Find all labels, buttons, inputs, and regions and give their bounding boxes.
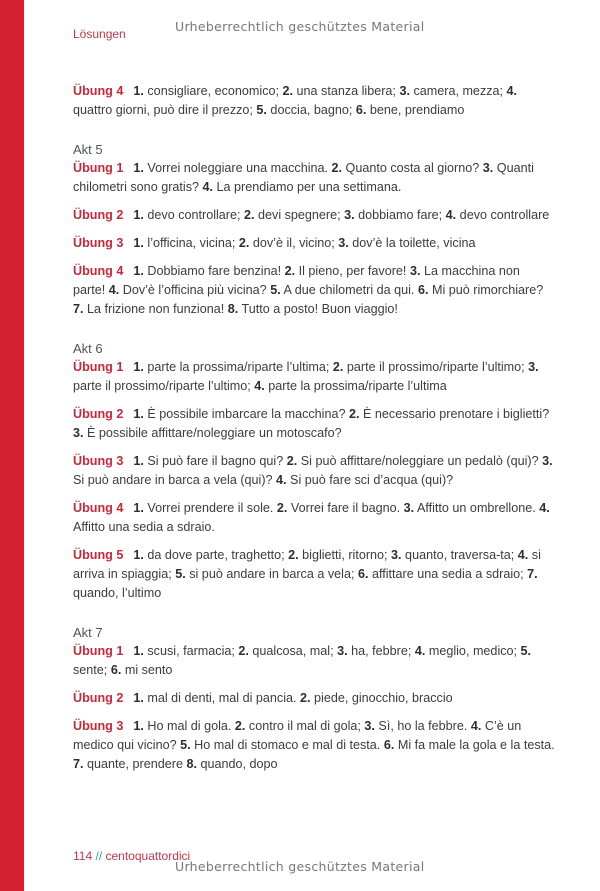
answer-text: meglio, medico; bbox=[425, 644, 521, 658]
answer-text: Il pieno, per favore! bbox=[295, 264, 410, 278]
answer-number: 6. bbox=[383, 738, 395, 752]
answer-number: 5. bbox=[175, 567, 186, 581]
answer-number: 5. bbox=[520, 644, 532, 658]
answer-text: Mi può rimorchiare? bbox=[428, 283, 544, 297]
answer-number: 3. bbox=[391, 548, 402, 562]
answer-text: qualcosa, mal; bbox=[248, 644, 338, 658]
answer-number: 6. bbox=[110, 663, 122, 677]
answer-number: 1. bbox=[133, 236, 144, 250]
answer-text: l’officina, vicina; bbox=[143, 236, 239, 250]
answer-number: 3. bbox=[399, 84, 410, 98]
answer-number: 1. bbox=[133, 454, 144, 468]
answer-text: si arriva in spiaggia; bbox=[73, 548, 541, 581]
answer-number: 4. bbox=[517, 548, 529, 562]
exercise-label: Übung 3 bbox=[73, 454, 124, 468]
answer-text: A due chilometri da qui. bbox=[280, 283, 418, 297]
answer-number: 2. bbox=[348, 407, 360, 421]
answer-text: bene, prendiamo bbox=[366, 103, 465, 117]
answer-text: scusi, farmacia; bbox=[143, 644, 239, 658]
answer-text: Vorrei prendere il sole. bbox=[143, 501, 277, 515]
answer-number: 2. bbox=[332, 360, 344, 374]
exercise-answers bbox=[73, 546, 555, 603]
exercise-answers bbox=[73, 642, 555, 680]
exercise-answers bbox=[73, 499, 555, 537]
answer-number: 7. bbox=[73, 302, 84, 316]
answer-text: parte la prossima/riparte l’ultima bbox=[264, 379, 447, 393]
answer-text: C’è un medico qui vicino? bbox=[73, 719, 522, 752]
exercise-label: Übung 3 bbox=[73, 236, 124, 250]
answer-number: 2. bbox=[288, 548, 299, 562]
answer-number: 1. bbox=[133, 719, 144, 733]
answer-text: si può andare in barca a vela; bbox=[185, 567, 358, 581]
exercise-label: Übung 1 bbox=[73, 360, 124, 374]
answer-text: mal di denti, mal di pancia. bbox=[143, 691, 300, 705]
act-heading: Akt 5 bbox=[73, 142, 103, 157]
answer-number: 2. bbox=[282, 84, 294, 98]
answer-number: 4. bbox=[445, 208, 457, 222]
answer-number: 1. bbox=[133, 161, 144, 175]
answer-number: 3. bbox=[528, 360, 539, 374]
red-margin-bar bbox=[0, 0, 24, 891]
answer-text: Quanti chilometri sono gratis? bbox=[73, 161, 534, 194]
answer-number: 5. bbox=[256, 103, 267, 117]
answer-text: Mi fa male la gola e la testa. bbox=[394, 738, 555, 752]
answer-text: biglietti, ritorno; bbox=[298, 548, 392, 562]
exercise-answers bbox=[73, 159, 555, 197]
answer-text: devo controllare bbox=[456, 208, 550, 222]
answer-number: 2. bbox=[276, 501, 288, 515]
answer-number: 1. bbox=[133, 264, 144, 278]
answer-number: 2. bbox=[286, 454, 298, 468]
answer-text: È possibile affittare/noleggiare un motoscafo? bbox=[83, 426, 342, 440]
exercise-answers bbox=[73, 262, 555, 319]
answer-text: È necessario prenotare i biglietti? bbox=[359, 407, 550, 421]
answer-number: 2. bbox=[331, 161, 343, 175]
page-footer bbox=[73, 849, 190, 863]
exercise-answers bbox=[73, 717, 555, 774]
answer-text: Ho mal di stomaco e mal di testa. bbox=[190, 738, 384, 752]
answer-text: sente; bbox=[73, 663, 111, 677]
answer-text: doccia, bagno; bbox=[266, 103, 356, 117]
exercise-label: Übung 4 bbox=[73, 264, 124, 278]
answer-number: 4. bbox=[506, 84, 518, 98]
answer-text: dov’è il, vicino; bbox=[249, 236, 339, 250]
answer-number: 1. bbox=[133, 208, 144, 222]
answer-number: 6. bbox=[355, 103, 367, 117]
answer-number: 6. bbox=[417, 283, 429, 297]
answer-text: Si può andare in barca a vela (qui)? bbox=[73, 473, 277, 487]
answer-text: devo controllare; bbox=[143, 208, 244, 222]
answer-text: È possibile imbarcare la macchina? bbox=[143, 407, 349, 421]
answer-number: 3. bbox=[344, 208, 355, 222]
answer-number: 2. bbox=[234, 719, 246, 733]
answer-text: La macchina non parte! bbox=[73, 264, 520, 297]
answer-text: consigliare, economico; bbox=[143, 84, 283, 98]
answer-text: La prendiamo per una settimana. bbox=[213, 180, 402, 194]
exercise-label: Übung 1 bbox=[73, 644, 124, 658]
answer-number: 3. bbox=[409, 264, 421, 278]
answer-number: 1. bbox=[133, 691, 144, 705]
answer-text: quando, dopo bbox=[196, 757, 278, 771]
answer-number: 1. bbox=[133, 360, 144, 374]
answer-text: quante, prendere bbox=[83, 757, 187, 771]
answer-number: 4. bbox=[254, 379, 265, 393]
exercise-answers bbox=[73, 689, 555, 708]
answer-number: 4. bbox=[276, 473, 287, 487]
answer-text: parte il prossimo/riparte l’ultimo; bbox=[73, 379, 255, 393]
answer-text: mi sento bbox=[121, 663, 173, 677]
answer-number: 2. bbox=[300, 691, 311, 705]
answer-text: contro il mal di gola; bbox=[245, 719, 365, 733]
answer-text: piede, ginocchio, braccio bbox=[310, 691, 453, 705]
answer-text: da dove parte, traghetto; bbox=[143, 548, 289, 562]
answer-number: 1. bbox=[133, 407, 144, 421]
answer-text: dov’è la toilette, vicina bbox=[348, 236, 476, 250]
answer-number: 4. bbox=[414, 644, 426, 658]
solutions-content bbox=[73, 82, 555, 783]
answer-number: 4. bbox=[539, 501, 550, 515]
answer-number: 7. bbox=[73, 757, 84, 771]
answer-text: Si può affittare/noleggiare un pedalò (qui)? bbox=[297, 454, 543, 468]
exercise-label: Übung 4 bbox=[73, 501, 124, 515]
exercise-label: Übung 1 bbox=[73, 161, 124, 175]
answer-number: 2. bbox=[244, 208, 255, 222]
answer-text: Affitto una sedia a sdraio. bbox=[73, 520, 215, 534]
answer-text: affittare una sedia a sdraio; bbox=[368, 567, 528, 581]
answer-text: quattro giorni, può dire il prezzo; bbox=[73, 103, 257, 117]
watermark-bottom: Urheberrechtlich geschütztes Material bbox=[175, 859, 425, 874]
answer-text: ha, febbre; bbox=[347, 644, 415, 658]
answer-number: 5. bbox=[180, 738, 191, 752]
answer-text: Quanto costa al giorno? bbox=[342, 161, 483, 175]
answer-number: 4. bbox=[202, 180, 214, 194]
section-label: Lösungen bbox=[73, 27, 126, 41]
answer-text: quanto, traversa-ta; bbox=[401, 548, 518, 562]
answer-text: dobbiamo fare; bbox=[354, 208, 446, 222]
answer-number: 3. bbox=[542, 454, 553, 468]
exercise-answers bbox=[73, 82, 555, 120]
page-number-word: centoquattordici bbox=[105, 849, 191, 863]
answer-number: 2. bbox=[284, 264, 296, 278]
answer-number: 8. bbox=[227, 302, 239, 316]
answer-text: Vorrei fare il bagno. bbox=[287, 501, 404, 515]
answer-number: 7. bbox=[527, 567, 538, 581]
watermark-top: Urheberrechtlich geschütztes Material bbox=[175, 19, 425, 34]
answer-text: Dov’è l’officina più vicina? bbox=[119, 283, 271, 297]
answer-text: una stanza libera; bbox=[293, 84, 400, 98]
answer-text: Tutto a posto! Buon viaggio! bbox=[238, 302, 398, 316]
exercise-answers bbox=[73, 452, 555, 490]
exercise-answers bbox=[73, 234, 555, 253]
answer-number: 3. bbox=[73, 426, 84, 440]
exercise-label: Übung 2 bbox=[73, 407, 124, 421]
answer-text: Ho mal di gola. bbox=[143, 719, 235, 733]
answer-number: 2. bbox=[238, 644, 249, 658]
page-number: 114 bbox=[73, 849, 93, 863]
act-heading: Akt 6 bbox=[73, 341, 103, 356]
answer-text: Si può fare sci d’acqua (qui)? bbox=[286, 473, 454, 487]
exercise-label: Übung 3 bbox=[73, 719, 124, 733]
answer-number: 4. bbox=[470, 719, 482, 733]
exercise-label: Übung 5 bbox=[73, 548, 124, 562]
answer-text: La frizione non funziona! bbox=[83, 302, 228, 316]
answer-text: Vorrei noleggiare una macchina. bbox=[143, 161, 332, 175]
answer-number: 1. bbox=[133, 644, 144, 658]
answer-number: 1. bbox=[133, 548, 144, 562]
answer-text: Affitto un ombrellone. bbox=[414, 501, 540, 515]
exercise-answers bbox=[73, 358, 555, 396]
answer-number: 3. bbox=[482, 161, 494, 175]
answer-number: 8. bbox=[186, 757, 197, 771]
exercise-label: Übung 2 bbox=[73, 208, 124, 222]
act-heading: Akt 7 bbox=[73, 625, 103, 640]
answer-number: 3. bbox=[337, 644, 348, 658]
answer-text: parte il prossimo/riparte l’ultimo; bbox=[343, 360, 529, 374]
footer-separator: // bbox=[95, 849, 103, 863]
answer-text: quando, l’ultimo bbox=[73, 586, 162, 600]
answer-number: 1. bbox=[133, 501, 144, 515]
answer-text: devi spegnere; bbox=[254, 208, 345, 222]
answer-number: 2. bbox=[238, 236, 250, 250]
answer-text: parte la prossima/riparte l’ultima; bbox=[143, 360, 333, 374]
answer-text: Dobbiamo fare benzina! bbox=[143, 264, 285, 278]
answer-number: 4. bbox=[108, 283, 120, 297]
answer-number: 3. bbox=[338, 236, 349, 250]
exercise-label: Übung 2 bbox=[73, 691, 124, 705]
exercise-answers bbox=[73, 405, 555, 443]
exercise-label: Übung 4 bbox=[73, 84, 124, 98]
answer-number: 6. bbox=[357, 567, 369, 581]
answer-text: Sì, ho la febbre. bbox=[374, 719, 471, 733]
answer-number: 3. bbox=[364, 719, 375, 733]
answer-number: 3. bbox=[403, 501, 415, 515]
answer-number: 1. bbox=[133, 84, 144, 98]
answer-text: Si può fare il bagno qui? bbox=[143, 454, 287, 468]
answer-number: 5. bbox=[270, 283, 281, 297]
exercise-answers bbox=[73, 206, 555, 225]
answer-text: camera, mezza; bbox=[409, 84, 507, 98]
